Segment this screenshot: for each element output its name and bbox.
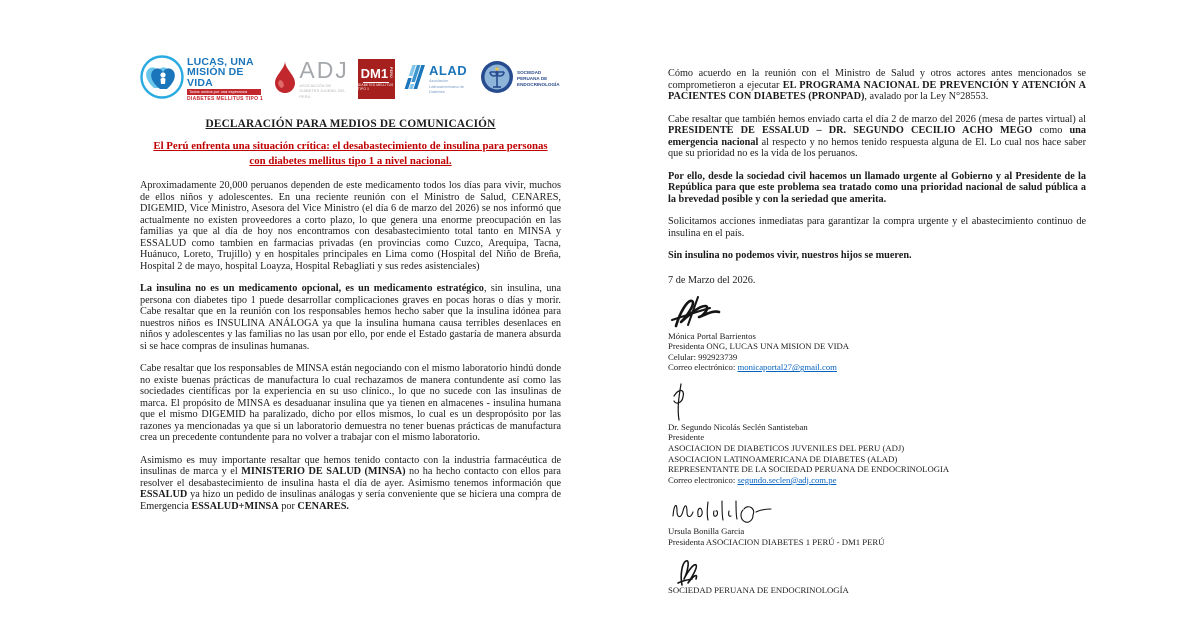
signer-org: SOCIEDAD PERUANA DE ENDOCRINOLOGÍA (668, 584, 849, 595)
signature-block-ursula (668, 494, 1086, 547)
paragraph-carta-essalud: Cabe resaltar que también hemos enviado carta el día 2 de marzo del 2026 (mesa de partes virtual) al PRESIDENTE DE ESSALUD – DR. SEGUNDO CECILIO ACHO MEGO como una emergencia nacional al respecto y no hemos tenido respuesta alguna de El. Lo cual nos hace saber que su prioridad no es la vida de los peruanos. (668, 113, 1087, 159)
signature-scribble-spe (668, 557, 702, 587)
signer-name: Ursula Bonilla Garcia (668, 526, 745, 537)
dm1-logo-abbr: DM1 (360, 66, 389, 81)
signature-scribble-monica (668, 295, 1086, 331)
alad-logo-abbr: ALAD (429, 62, 468, 78)
paragraph-insulina-estrategica: La insulina no es un medicamento opcional, es un medicamento estratégico, sin insulina, una persona con diabetes tipo 1 puede desarrollar complicaciones graves en pocas horas o días y morir. Cabe resaltar que en la reunión con los responsables hemos hecho saber que la insulina idónea para nuestros niños es INSULINA ANÁLOGA ya que la insulina humana causa terribles desenlaces en niños y adolescentes y las familias no las usan por ello, por ende el Estado gastaría de manera absurda si se hace compras de insulinas humanas. (140, 283, 562, 352)
signature-block-spe (668, 557, 1086, 596)
paragraph-pronpad: Cómo acuerdo en la reunión con el Ministro de Salud y otros actores antes mencionados se comprometieron a ejecutar EL PROGRAMA NACIONAL DE PREVENCIÓN Y ATENCIÓN A PACIENTES CON DIABETES (PRONPAD), avalado por la Ley N°28553. (668, 68, 1086, 102)
dm1-logo-sub: DIABETES MELLITUS TIPO 1 (357, 83, 394, 91)
headline: El Perú enfrenta una situación crítica: el desabastecimiento de insulina para personas con diabetes mellitus tipo 1 a nivel nacional. (153, 140, 548, 167)
email-label: Correo electronico: (668, 474, 738, 485)
paragraph-industria: Asimismo es muy importante resaltar que hemos tenido contacto con la industria farmacéutica de insulinas de marca y el MINISTERIO DE SALUD (MINSA) no ha hecho contacto con ellos para resolver el desabastecimiento de insulina hasta el día de ayer. Asimismo tenemos información que ESSALUD ya hizo un pedido de insulinas análogas y sería conveniente que se hiciera una compra de Emergencia ESSALUD+MINSA por CENARES. (140, 454, 561, 512)
sociedad-peruana-endocrinologia-logo (480, 60, 561, 99)
signer-email-line (668, 475, 1086, 486)
dm1-peru-logo (358, 59, 395, 99)
document-title: DECLARACIÓN PARA MEDIOS DE COMUNICACIÓN (205, 118, 496, 130)
adj-logo (272, 59, 348, 100)
left-page (140, 0, 561, 512)
blood-drop-icon (272, 59, 298, 100)
signer-org: ASOCIACION LATINOAMERICANA DE DIABETES (ALAD) (668, 453, 898, 464)
adj-logo-caption: ASOCIACIÓN DE DIABETES JUVENIL DEL PERÚ (299, 83, 346, 99)
paragraph-llamado-urgente: Por ello, desde la sociedad civil hacemos un llamado urgente al Gobierno y al Presidente de la República para que este problema sea tratado como una prioridad nacional de salud pública a la brevedad posible y con la seriedad que amerita. (668, 170, 1086, 205)
alad-stripes-icon (404, 63, 426, 96)
lucas-logo-tagline: Todos unidos por una esperanza (187, 89, 261, 95)
signature-block-segundo (668, 382, 1086, 486)
email-link-segundo[interactable]: segundo.seclen@adj.com.pe (737, 474, 837, 485)
right-page (668, 68, 1086, 595)
paragraph-acciones: Solicitamos acciones inmediatas para garantizar la compra urgente y el abastecimiento continuo de insulina en el país. (668, 216, 1086, 239)
signature-scribble-ursula (668, 494, 1086, 526)
adj-logo-abbr: ADJ (299, 57, 349, 84)
signer-name: Dr. Segundo Nicolás Seclén Santisteban (668, 421, 808, 432)
paragraph-intro: Aproximadamente 20,000 peruanos dependen de este medicamento todos los días para vivir, muchos de ellos niños y adolescentes. En una reciente reunión con el Ministro de Salud, CENARES, DIGEMID, Vice Ministro, Asesora del Vice Ministro (el día 6 de marzo del 2026) se nos informó que actualmente no existen proveedores a corto plazo, lo que genera una enorme preocupación en las familias ya que al día de hoy nos encontramos con desabastecimiento total tanto en MINSA y ESSALUD como tambien en farmacias privadas (en provincias como Cuzco, Arequipa, Tacna, Huánuco, Loreto, Trujillo) y en hospitales principales en Lima como (Hospital del Niño de Breña, Hospital 2 de mayo, hospital Loayza, Hospital Rebagliati y sus redes asistenciales) (140, 180, 561, 272)
signer-role: Presidente (668, 432, 705, 443)
signer-role: Presidenta ONG, LUCAS UNA MISION DE VIDA (668, 341, 850, 352)
alad-logo-caption: Asociación Latinoamericana de Diabetes (429, 78, 465, 94)
lucas-logo-line1: LUCAS, UNA (187, 55, 254, 68)
lucas-logo-banner: DIABETES MELLITUS TIPO 1 (187, 95, 264, 102)
dm1-logo-side: PERÚ (389, 67, 394, 78)
spe-logo-caption: SOCIEDAD PERUANA DE ENDOCRINOLOGÍA (517, 69, 560, 88)
paragraph-laboratorio: Cabe resaltar que los responsables de MINSA están negociando con el mismo laboratorio hindú donde no existe buenas prácticas de manufactura lo cual rechazamos de manera contundente así como las sociedades científicas por la experiencia en su uso clínico., lo que no sucede con las insulinas de marca. El propósito de MINSA es desaduanar insulina que ya tienen en almacenes - insulina humana que el mismo DIGEMID ha paralizado, dicho por ellos mismos, lo cual es un despropósito por las razones ya mencionadas ya que si un laboratorio demuestra no tener buenas prácticas de manufactura crea un precedente contundente para no volver a trabajar con el mismo laboratorio. (140, 363, 561, 444)
document-date: 7 de Marzo del 2026. (668, 274, 756, 286)
email-link-monica[interactable]: monicaportal27@gmail.com (737, 362, 837, 373)
email-label: Correo electrónico: (668, 362, 738, 373)
signer-email-line (668, 362, 1086, 373)
signer-role: Presidenta ASOCIACION DIABETES 1 PERÚ - DM1 PERÚ (668, 537, 885, 548)
signer-org: REPRESENTANTE DE LA SOCIEDAD PERUANA DE ENDOCRINOLOGIA (668, 464, 950, 475)
logo-row (140, 54, 561, 104)
lucas-mision-de-vida-logo (140, 55, 263, 104)
signature-scribble-segundo (668, 382, 1086, 422)
signature-block-monica (668, 295, 1086, 373)
spe-emblem-icon (480, 60, 514, 99)
signer-phone: Celular: 992923739 (668, 351, 738, 362)
lucas-heart-icon (140, 55, 184, 104)
signer-name: Mónica Portal Barrientos (668, 330, 756, 341)
paragraph-sin-insulina: Sin insulina no podemos vivir, nuestros hijos se mueren. (668, 250, 912, 261)
signer-org: ASOCIACION DE DIABETICOS JUVENILES DEL PERU (ADJ) (668, 443, 905, 454)
lucas-logo-line2: MISIÓN DE VIDA (187, 66, 244, 89)
alad-logo (404, 63, 471, 96)
